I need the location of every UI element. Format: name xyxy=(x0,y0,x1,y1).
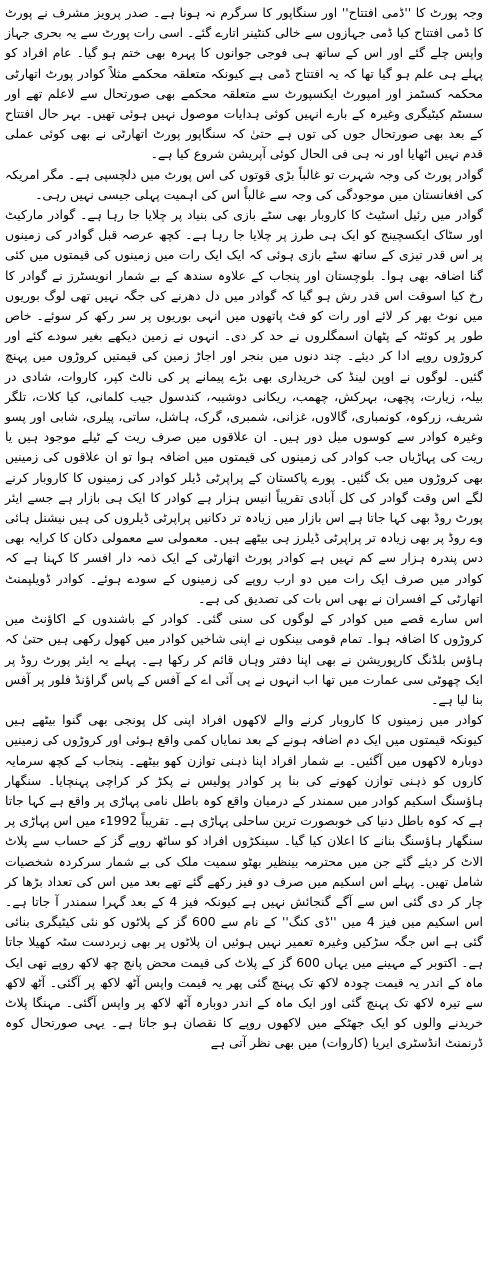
paragraph-local-banks: اس سارے قصے میں کوادر کے لوگوں کی سنی گئی۔ کوادر کے باشندوں کے اکاؤنٹ میں کروڑوں کا اضافہ ہوا۔ تمام قومی بینکوں نے اپنی شاخیں کوادر میں کھول رکھی ہیں حتیٰ کہ ہاؤس بلڈنگ کارپوریشن نے بھی اپنا دفتر وہاں قائم کر رکھا ہے۔ پہلے یہ ایئر پورٹ روڈ پر ایک چھوٹی سی عمارت میں تھا اب انہوں نے پی آئی اے کے آفس کے پاس گراؤنڈ فلور پر آفس بنا لیا ہے۔ xyxy=(5,611,483,707)
paragraph-real-estate-speculation: گوادر میں رئیل اسٹیٹ کا کاروبار بھی سٹے بازی کی بنیاد پر چلایا جا رہا ہے۔ گوادر مارکیٹ اور سٹاک ایکسچینج کو ایک ہی طرز پر چلایا جا رہا ہے۔ کچھ عرصہ قبل گوادر کی زمینوں پر اس قدر تیزی کے ساتھ سٹے بازی ہوئی کہ ایک ایک رات میں زمینوں کی قیمتوں میں کئی گنا اضافہ بھی ہوا۔ بلوچستان اور پنجاب کے علاوہ سندھ کے بے شمار انویسٹرز نے گوادر کا رخ کیا اسوقت اس قدر رش ہو گیا کہ گوادر میں دل دھرنے کی جگہ نہیں تھی لوگ بوریوں میں نوٹ بھر کر لائے اور رات کو فٹ پاتھوں میں انہی بوریوں پر سر رکھ کر سوئے۔ خاص طور پر کوئٹہ کے پٹھان اسمگلروں نے حد کر دی۔ انہوں نے زمین دیکھے بغیر سودے کئے اور کروڑوں روپے ادا کر دیئے۔ چند دنوں میں بنجر اور اجاڑ زمین کی قیمتیں کروڑوں میں پہنچ گئیں۔ لوگوں نے اوپن لینڈ کی خریداری بھی بڑے پیمانے پر کی نالٹ کپر، کاروات، شادی در بیلہ، زیارت، پچھی، بہرکش، چھمب، ریکانی دوشیبہ، کندسول جیب کلمانی، کیا کلات، تلگر شریف، زرکوہ، کونمباری، گالاوں، غزانی، شمبری، گرک، ہاشل، ساتی، پیلری، شابی اور پسو وغیرہ کوادر سے کوسوں میل دور ہیں۔ ان علاقوں میں صرف ریت کے ٹیلے موجود ہیں یا ریت کی پہاڑیاں جب کوادر کی زمینوں کی قیمتوں میں اضافہ ہوا تو ان علاقوں کی زمینیں بھی کروڑوں میں بک گئیں۔ پورے پاکستان کے پراپرٹی ڈیلر کوادر کی زمینوں کا کاروبار کرنے لگے اس وقت گوادر کی کل آبادی تقریباً انیس ہزار ہے کوادر کا ایک ہی بازار ہے جسے ایئر پورٹ روڈ بھی کہا جاتا ہے اس بازار میں زیادہ تر دکانیں پراپرٹی ڈیلروں کی ہیں نیشنل ہائی وے روڈ پر بھی زیادہ تر پراپرٹی ڈیلرز ہی بیٹھے ہیں۔ معمولی سے معمولی دکان کا کرایہ بھی دس پندرہ ہزار سے کم نہیں ہے کوادر پورٹ اتھارٹی کے ایک ذمہ دار افسر کا کہنا ہے کہ کوادر میں صرف ایک رات میں دو ارب روپے کی زمینوں کے سودے ہوئے۔ کوادر ڈویلپمنٹ اتھارٹی کے افسران نے بھی اس بات کی تصدیق کی ہے۔ xyxy=(5,207,483,606)
paragraph-housing-scheme: کوادر میں زمینوں کا کاروبار کرنے والے لاکھوں افراد اپنی کل پونجی بھی گنوا بیٹھے ہیں کیونکہ قیمتوں میں ایک دم اضافہ ہونے کے بعد نمایاں کمی واقع ہوئی اور کروڑوں کی زمینیں دوبارہ لاکھوں میں آگئیں۔ بے شمار افراد اپنا ذہنی توازن کھو بیٹھے۔ پنجاب کے کچھ سرمایہ کاروں کو ذہنی توازن کھونے کی بنا پر کوادر پولیس نے پکڑ کر کراچی پہنچایا۔ سنگھار ہاؤسنگ اسکیم کوادر میں سمندر کے درمیان واقع کوہ باطل نامی پہاڑی پر واقع ہے کہا جاتا ہے کہ کوہ باطل دنیا کی خوبصورت ترین ساحلی پہاڑی ہے۔ تقریباً 1992ء میں اس پہاڑی پر سنگھار ہاؤسنگ بنانے کا اعلان کیا گیا۔ سینکڑوں افراد کو ساٹھ روپے گز کے حساب سے پلاٹ الاٹ کر دیئے گئے جن میں محترمہ بینظیر بھٹو سمیت ملک کی بے شمار سرکردہ شخصیات شامل تھیں۔ پہلے اس اسکیم میں صرف دو فیز رکھے گئے تھے بعد میں اس کی تعداد بڑھا کر چار کر دی گئی اس سے آگے گنجائش نہیں ہے کیونکہ فیز 4 کے بعد گہرا سمندر آ جاتا ہے۔ اس اسکیم میں فیز 4 میں ''ڈی کنگ'' کے نام سے 600 گز کے پلاٹوں کو نئی کیٹیگری بنائی گئی ہے اس جگہ سڑکیں وغیرہ تعمیر نہیں ہوئیں ان پلاٹوں پر بھی زبردست سٹہ کھیلا جاتا ہے۔ اکتوبر کے مہینے میں یہاں 600 گز کے پلاٹ کی قیمت محض پانچ چھ لاکھ روپے تھی ایک ماہ کے اندر یہ قیمت چودہ لاکھ تک پہنچ گئی پھر یہ قیمت واپس آٹھ لاکھ پر آگئی۔ آٹھ لاکھ سے تیرہ لاکھ تک پہنچ گئی اور ایک ماہ کے اندر دوبارہ آٹھ لاکھ پر واپس آگئی۔ مہنگا پلاٹ خریدنے والوں کو ایک جھٹکے میں لاکھوں روپے کا نقصان ہو جاتا ہے۔ یہی صورتحال کوہ ڈرنمنٹ انڈسٹری ایریا (کاروات) میں بھی نظر آتی ہے xyxy=(5,712,483,1051)
paragraph-port-fame: گوادر پورٹ کی وجہ شہرت تو غالباً بڑی قوتوں کی اس پورٹ میں دلچسپی ہے۔ مگر امریکہ کی افغانستان میں موجودگی کی وجہ سے غالباً اس کی اہمیت پہلی جیسی نہیں رہی۔ xyxy=(5,166,483,202)
paragraph-dummy-inauguration: وجہ پورٹ کا ''ڈمی افتتاح'' اور سنگاپور کا سرگرم نہ ہونا ہے۔ صدر پرویز مشرف نے پورٹ کا ڈمی افتتاح کیا ڈمی جہازوں سے خالی کنٹینر اتارے گئے۔ اسی رات پورٹ سے یہ بحری جہاز واپس چلے گئے اور اس کے ساتھ ہی فوجی جوانوں کا پہرہ بھی ختم ہو گیا۔ عام افراد کو پہلے ہی علم ہو گیا تھا کہ یہ افتتاح ڈمی ہے کیونکہ متعلقہ محکمے مثلاً کوادر پورٹ اتھارٹی محکمہ کسٹمز اور امپورٹ ایکسپورٹ سے متعلقہ محکمے بھی صورتحال سے لاعلم تھے اور سسٹم کیٹیگری وغیرہ کے بارے انہیں کوئی ہدایات موصول نہیں ہوئی تھیں۔ بہر حال افتتاح کے بعد بھی صورتحال جوں کی توں ہے حتیٰ کہ سنگاپور پورٹ اتھارٹی نے بھی کوئی عملی قدم نہیں اٹھایا اور نہ ہی فی الحال کوئی آپریشن شروع کیا ہے۔ xyxy=(5,5,483,162)
